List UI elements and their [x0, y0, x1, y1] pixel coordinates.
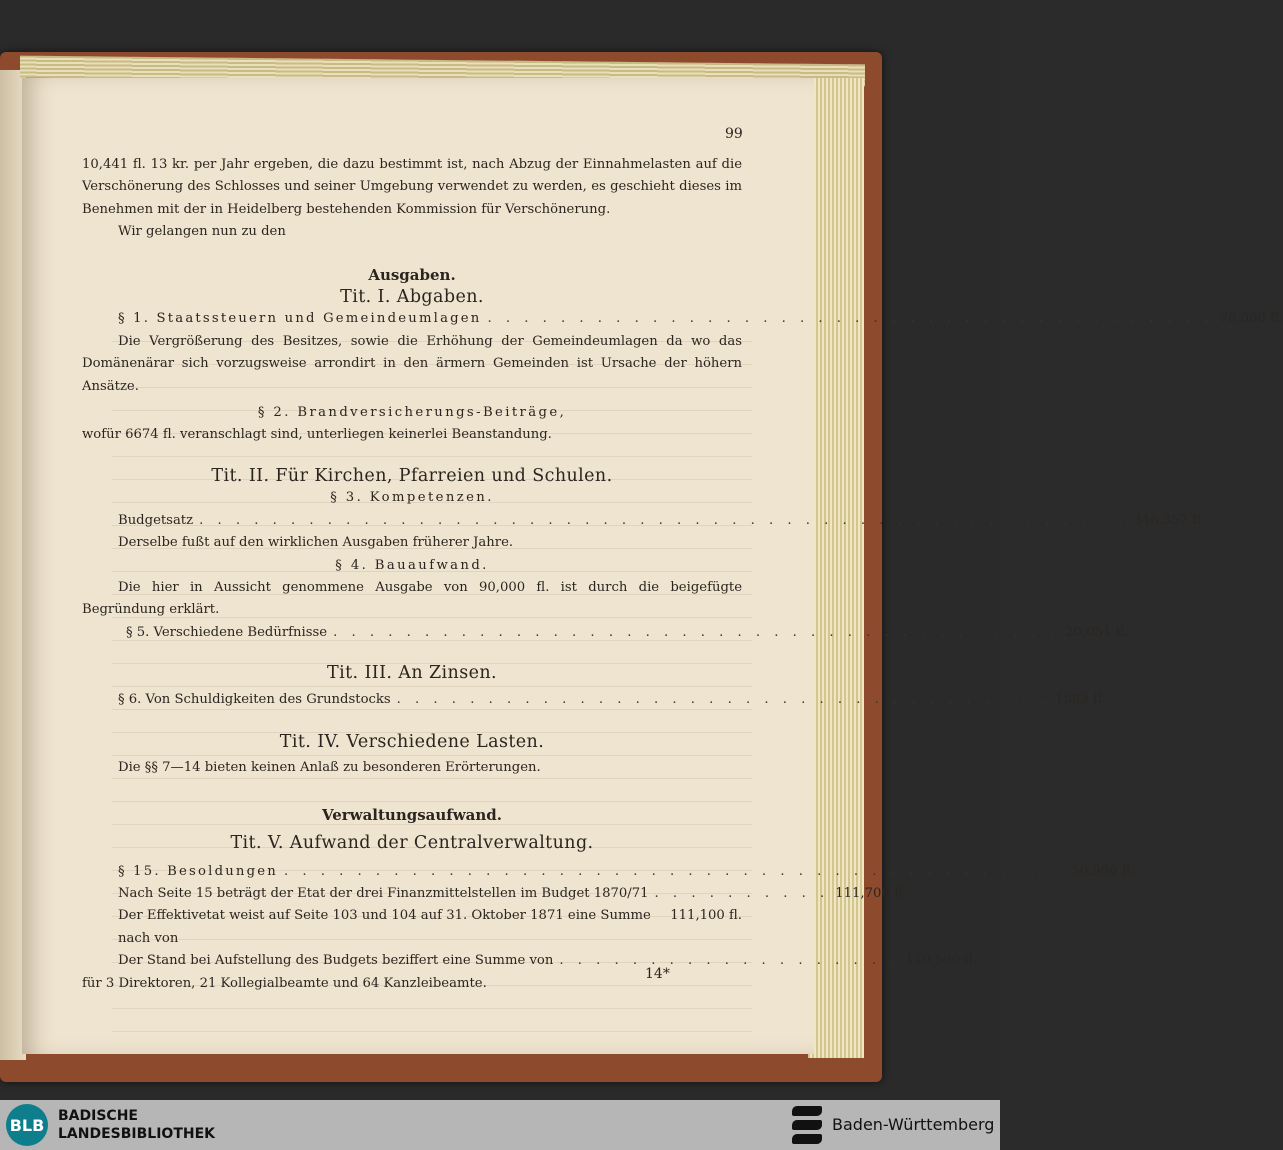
row-s1: [82, 308, 1283, 330]
row-s15-label: § 15. Besoldungen: [118, 863, 278, 879]
row-s5-value: 20,051 fl.: [1065, 624, 1129, 640]
paragraph-s4: Die hier in Aussicht genommene Ausgabe von 90,000 fl. ist durch die beigefügte Begründung erklärt.: [82, 579, 742, 618]
row-budgetsatz-label: Budgetsatz: [118, 512, 194, 528]
state-name[interactable]: Baden-Württemberg: [832, 1115, 995, 1134]
row-stand-value: 110,500 fl.: [905, 953, 978, 969]
paragraph-s2: wofür 6674 fl. veranschlagt sind, unterliegen keinerlei Beanstandung.: [82, 427, 552, 443]
leader-dots: . . . . . . . . . . . . . . . . . . . . . . . . . . . . . . . . . . . . . . . .: [333, 624, 1060, 640]
row-s6-value: 1583 fl.: [1055, 691, 1107, 707]
leader-dots: . . . . . . . . . . . . . . . . . . . . . . . . . . . . . . . . . . . . . . . . . . .: [283, 863, 1066, 879]
page-body: [82, 154, 1283, 995]
leader-dots: . . . . . . . . . . . . . . . . . . . . . . . . . . . . . . . . . . . .: [396, 691, 1050, 707]
row-s5: [82, 622, 1129, 644]
row-stand-label: Der Stand bei Aufstellung des Budgets beziffert eine Summe von: [118, 953, 554, 969]
row-s15: [82, 861, 1135, 883]
title-tit-5: Tit. V. Aufwand der Centralverwaltung.: [230, 833, 594, 854]
paragraph-intro: 10,441 fl. 13 kr. per Jahr ergeben, die dazu bestimmt ist, nach Abzug der Einnahmelasten auf die Verschönerung des Schlosses und seiner Umgebung verwendet zu werden, es geschieht dieses im Benehmen mit der in Heidelberg bestehenden Kommission für Verschönerung.: [82, 157, 742, 217]
paragraph-s3: Derselbe fußt auf den wirklichen Ausgaben früherer Jahre.: [118, 535, 514, 551]
heading-s4: § 4. Bauaufwand.: [335, 557, 489, 573]
title-tit-1: Tit. I. Abgaben.: [340, 287, 484, 308]
heading-s2: § 2. Brandversicherungs-Beiträge,: [257, 405, 567, 421]
title-tit-2: Tit. II. Für Kirchen, Pfarreien und Schulen.: [211, 465, 613, 486]
paragraph-last: für 3 Direktoren, 21 Kollegialbeamte und 64 Kanzleibeamte.: [82, 975, 487, 991]
page-edges-right: [808, 78, 864, 1058]
leader-dots: . . . . . . . . . .: [654, 885, 830, 901]
title-tit-4: Tit. IV. Verschiedene Lasten.: [279, 731, 545, 752]
leader-dots: . . . . . . . . . . . . . . . . . . . . . . . . . . . . . . . . . . . . . . . . . . . . . . . . . . .: [199, 512, 1128, 528]
row-etat-label: Nach Seite 15 beträgt der Etat der drei Finanzmittelstellen im Budget 1870/71: [118, 885, 649, 901]
title-tit-3: Tit. III. An Zinsen.: [327, 663, 497, 684]
heading-s3: § 3. Kompetenzen.: [330, 490, 494, 506]
heading-ausgaben: Ausgaben.: [368, 265, 456, 284]
footer-bar: [0, 1100, 1000, 1150]
row-stand: [82, 950, 978, 972]
row-budgetsatz-value: 346,357 fl.: [1133, 512, 1206, 528]
row-etat-value: 111,700 fl.: [835, 885, 907, 901]
paragraph-tit-4: Die §§ 7—14 bieten keinen Anlaß zu besonderen Erörterungen.: [118, 760, 541, 776]
page-number: 99: [725, 126, 743, 142]
row-s1-value: 78,000 fl.: [1219, 311, 1283, 327]
lions-emblem-icon: [792, 1106, 822, 1144]
row-s5-label: § 5. Verschiedene Bedürfnisse: [126, 624, 328, 640]
row-s6: [82, 689, 1107, 711]
row-s6-label: § 6. Von Schuldigkeiten des Grundstocks: [118, 691, 391, 707]
heading-verwaltungsaufwand: Verwaltungsaufwand.: [321, 805, 503, 824]
leader-dots: . . . . . . . . . . . . . . . . . . . . . . . . . . . . . . . . . . . . . . . .: [487, 311, 1214, 327]
blb-logo[interactable]: BLB: [6, 1104, 48, 1146]
row-effektiv-label: Der Effektivetat weist auf Seite 103 und 104 auf 31. Oktober 1871 eine Summe nach von: [118, 908, 651, 946]
row-effektiv-value: 111,100 fl.: [670, 908, 742, 924]
row-effektiv: [82, 905, 742, 950]
row-budgetsatz: [82, 510, 1206, 532]
library-name[interactable]: [58, 1107, 215, 1143]
library-name-line-1: BADISCHE: [58, 1108, 138, 1124]
row-s15-value: 50,900 fl.: [1071, 863, 1135, 879]
row-etat: [82, 883, 907, 905]
paragraph-transition: Wir gelangen nun zu den: [118, 224, 286, 240]
leader-dots: . . . . . . . . . . . . . . . . . . .: [559, 953, 900, 969]
signature-mark: 14*: [645, 966, 670, 982]
paragraph-s1: Die Vergrößerung des Besitzes, sowie die Erhöhung der Gemeindeumlagen da wo das Domänenärar sich vorzugsweise arrondirt in den ärmern Gemeinden ist Ursache der höhern Ansätze.: [82, 333, 742, 394]
row-s1-label: § 1. Staatssteuern und Gemeindeumlagen: [118, 311, 482, 327]
library-name-line-2: LANDESBIBLIOTHEK: [58, 1126, 216, 1142]
